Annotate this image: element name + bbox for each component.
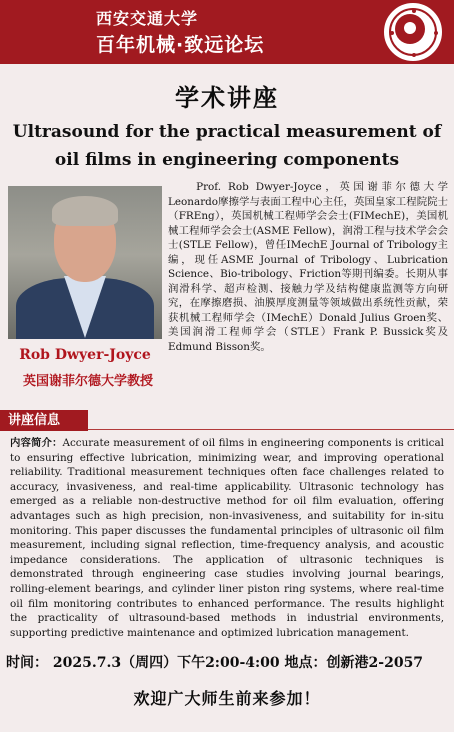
time-location: 时间： 2025.7.3（周四）下午2:00-4:00 地点：创新港2-2057 (6, 655, 424, 671)
abstract-label: 内容简介： (10, 437, 63, 449)
university-seal-icon (384, 3, 442, 61)
university-name: 西安交通大学 (96, 9, 199, 28)
lecture-heading: 学术讲座 (175, 84, 279, 112)
speaker-bio: Prof. Rob Dwyer-Joyce，英国谢菲尔德大学Leonardo摩擦学与表面工程中心主任，英国皇家工程院院士（FREng），英国机械工程师学会会士(FIMechE)，美国机械工程师学会会士(ASME Fellow)，润滑工程与技术学会会士(STLE Fellow)，曾任IMechE Journal of Tribology主编，现任ASME Journal of Tribology、Lubrication Science、Bio-tribology、Friction等期刊编委。长期从事润滑科学、超声检测、接触力学及结构健康监测等方向研究，在摩擦磨损、油膜厚度测量等领域做出系统性贡献，荣获机械工程师学会（IMechE）Donald Julius Groen奖、美国润滑工程师学会（STLE）Frank P. Bussick奖及Edmund Bisson奖。 (168, 181, 448, 353)
info-section-label: 讲座信息 (0, 410, 88, 431)
speaker-photo (8, 186, 162, 339)
speaker-name: Rob Dwyer-Joyce (19, 347, 151, 363)
abstract-block (10, 436, 444, 640)
header-banner (0, 0, 454, 64)
speaker-affiliation: 英国谢菲尔德大学教授 (22, 374, 153, 389)
forum-name: 百年机械·致远论坛 (96, 34, 265, 56)
welcome-text: 欢迎广大师生前来参加！ (133, 689, 321, 708)
talk-title: Ultrasound for the practical measurement of oil films in engineering components (12, 122, 442, 170)
abstract-text: Accurate measurement of oil films in engineering components is critical to ensuring effective lubrication, minimizing wear, and improving operational reliability. Traditional measurement techniques often face challenges related to accuracy, invasiveness, and real-time applicability. Ultrasonic technology has emerged as a reliable non-destructive method for oil film evaluation, offering advantages such as high precision, non-invasiveness, and suitability for in-situ monitoring. This paper discusses the fundamental principles of ultrasonic oil film measurement, including signal reflection, time-frequency analysis, and acoustic impedance considerations. The application of ultrasonic techniques is demonstrated through engineering case studies involving journal bearings, rolling-element bearings, and cylinder liner piston ring systems, where real-time oil film monitoring contributes to enhanced performance. The results highlight the practicality of ultrasound-based methods in industrial environments, supporting predictive maintenance and optimized lubrication management. (10, 437, 445, 639)
